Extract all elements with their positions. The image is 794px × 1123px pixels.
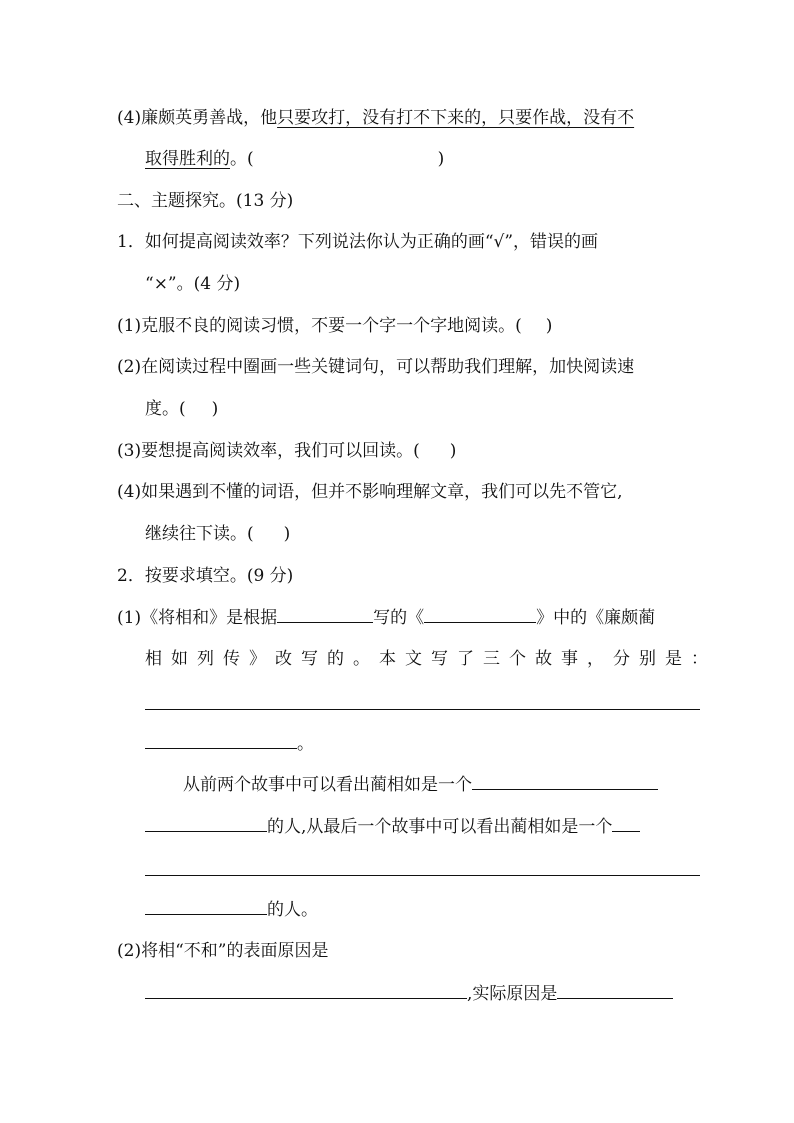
- q4-line1: [117, 107, 634, 129]
- q4-line2: 取得胜利的。( ): [145, 149, 445, 169]
- fill-blank-trait-1-cont[interactable]: [145, 815, 267, 832]
- part2-q1-line1: (1)《将相和》是根据 写的《 》中的《廉颇蔺: [117, 608, 656, 628]
- stories-line-end: 。: [145, 732, 314, 755]
- section2-heading: 二、主题探究。(13 分): [117, 191, 294, 211]
- part2-q2-line2: ,实际原因是: [145, 982, 673, 1005]
- fill-blank-stories-end[interactable]: [145, 732, 297, 749]
- judge-item-2: (2)在阅读过程中圈画一些关键词句，可以帮助我们理解，加快阅读速: [117, 357, 635, 377]
- part1-line2: “×”。(4 分): [145, 274, 241, 294]
- judge-item-2-cont: 度。( ): [145, 399, 219, 419]
- part2-heading: 2．按要求填空。(9 分): [117, 566, 294, 586]
- fill-blank-trait-2[interactable]: [612, 815, 640, 832]
- part1-line1: 1．如何提高阅读效率？下列说法你认为正确的画“√”，错误的画: [117, 232, 599, 252]
- trait-line-3: 的人。: [145, 898, 318, 921]
- fill-blank-source[interactable]: [277, 606, 373, 623]
- trait-line-1: 从前两个故事中可以看出蔺相如是一个: [183, 773, 658, 796]
- judge-item-4-cont: 继续往下读。( ): [145, 524, 291, 544]
- judge-item-3: (3)要想提高阅读效率，我们可以回读。( ): [117, 441, 457, 461]
- answer-line-trait-2[interactable]: [145, 875, 700, 876]
- fill-blank-actual-reason[interactable]: [557, 982, 673, 999]
- judge-item-1: (1)克服不良的阅读习惯，不要一个字一个字地阅读。( ): [117, 316, 553, 336]
- q4-prefix: (4)廉颇英勇善战，他: [117, 108, 278, 128]
- part2-q2-line1: (2)将相“不和”的表面原因是: [117, 941, 329, 961]
- judge-item-4: (4)如果遇到不懂的词语，但并不影响理解文章，我们可以先不管它,: [117, 482, 623, 502]
- answer-line-stories[interactable]: [145, 709, 700, 710]
- part2-q1-line2: 相如列传》改写的。本文写了三个故事，分别是：: [145, 649, 717, 669]
- fill-blank-trait-1[interactable]: [472, 773, 658, 790]
- q4-underlined-text-2: 取得胜利的: [145, 149, 230, 169]
- trait-line-2: 的人,从最后一个故事中可以看出蔺相如是一个: [145, 815, 640, 838]
- fill-blank-surface-reason[interactable]: [145, 982, 467, 999]
- fill-blank-trait-2-cont[interactable]: [145, 898, 267, 915]
- q4-underlined-text: 只要攻打，没有打不下来的，只要作战，没有不: [277, 108, 635, 128]
- fill-blank-book[interactable]: [424, 606, 536, 623]
